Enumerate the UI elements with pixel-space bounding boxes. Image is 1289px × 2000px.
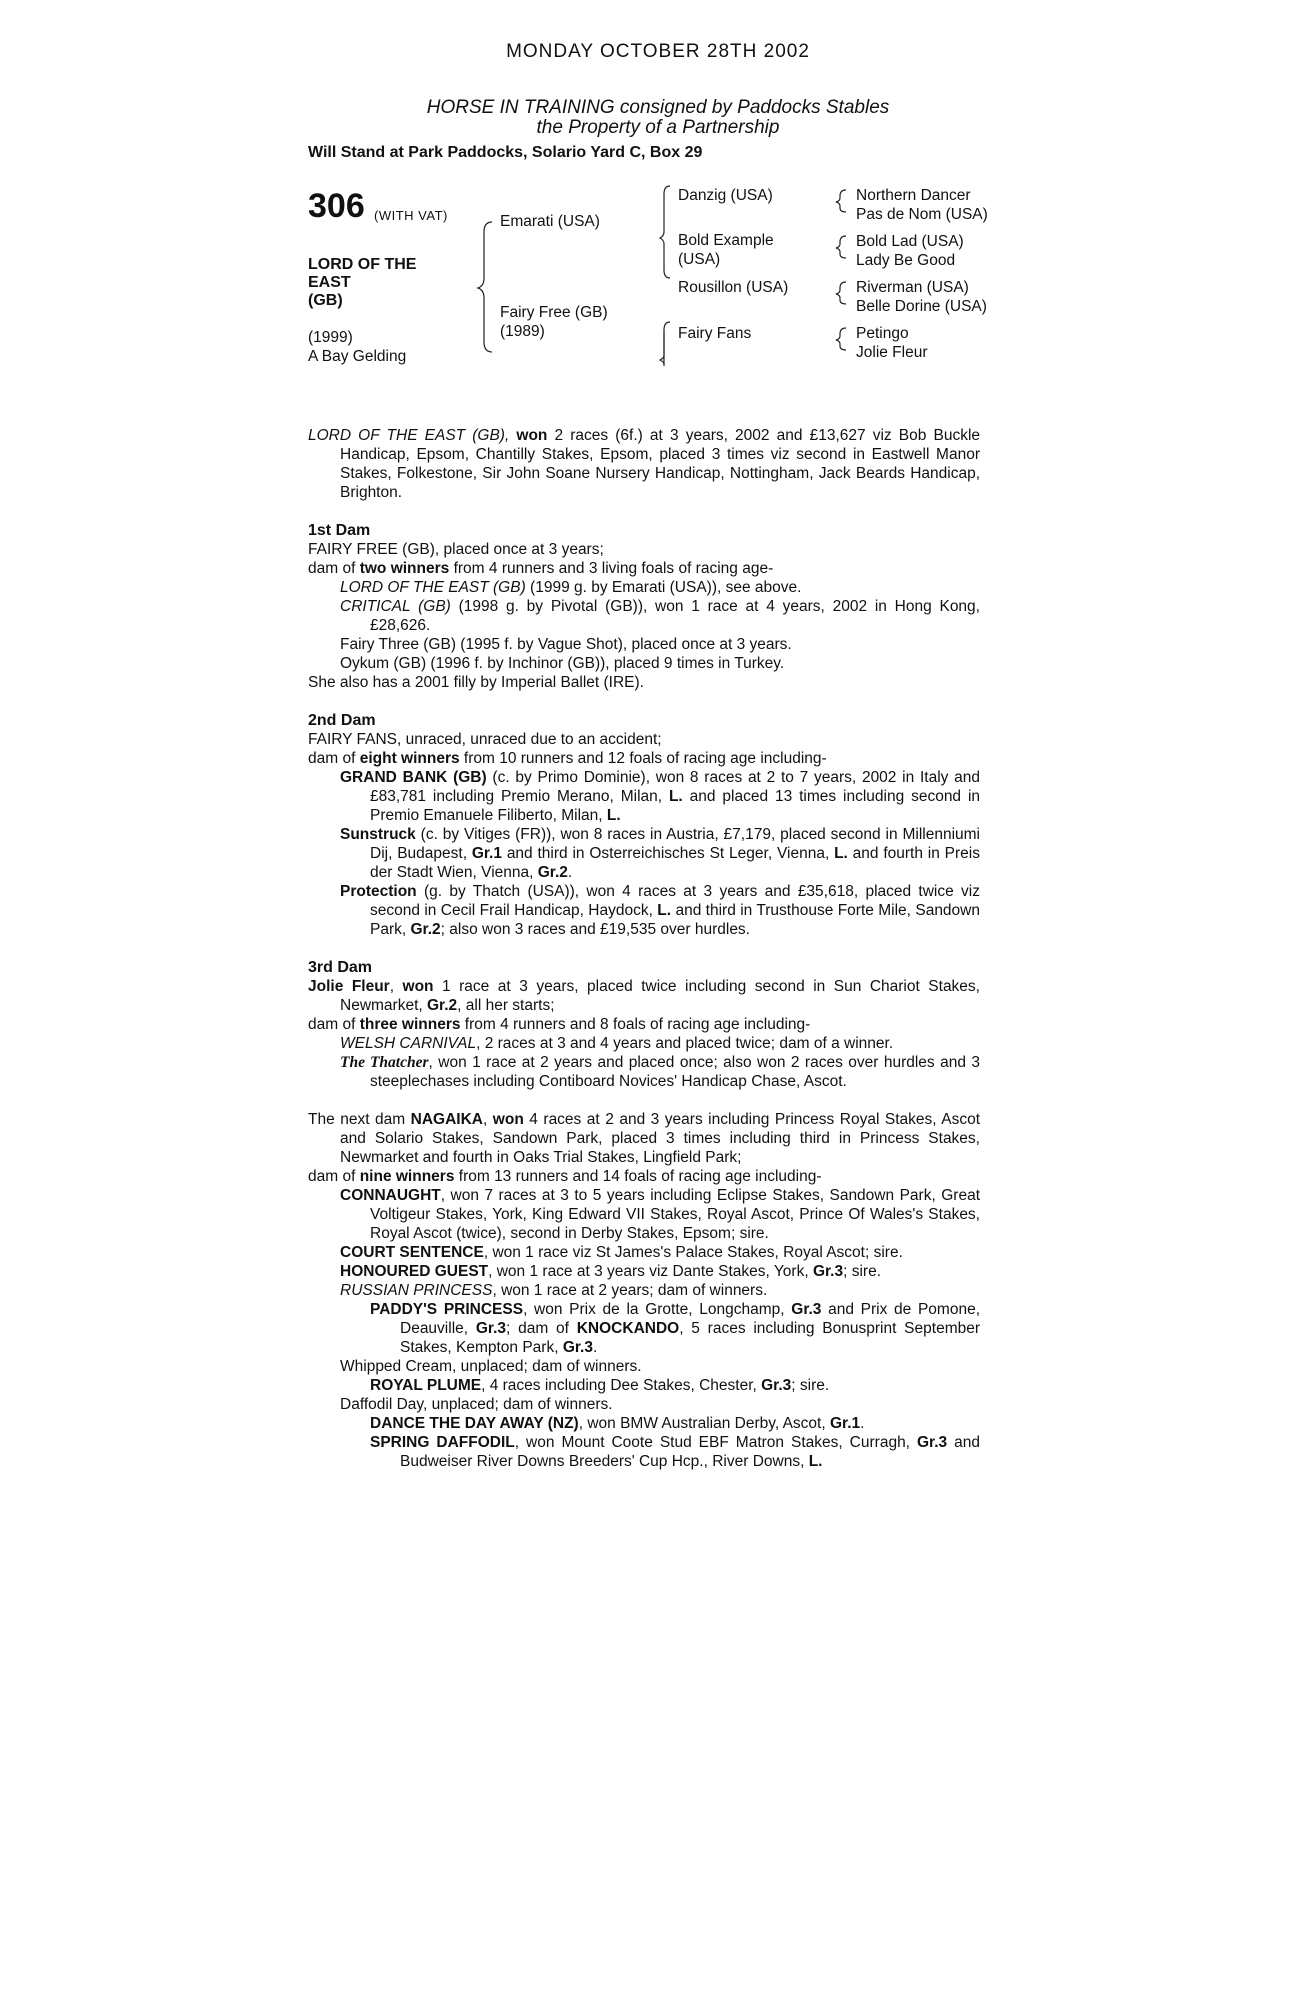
offspring-entry: Fairy Three (GB) (1995 f. by Vague Shot), placed once at 3 years. bbox=[340, 636, 792, 653]
offspring-entry bbox=[308, 1262, 980, 1281]
grand-offspring-entry bbox=[308, 1433, 980, 1471]
grade: L. bbox=[657, 902, 672, 919]
text: from 4 runners and 8 foals of racing age including- bbox=[460, 1016, 811, 1033]
offspring-name: COURT SENTENCE bbox=[340, 1244, 484, 1261]
text: from 13 runners and 14 foals of racing age including- bbox=[454, 1168, 822, 1185]
gen3-sss: Northern Dancer bbox=[856, 187, 971, 204]
text: , won Prix de la Grotte, Longchamp, bbox=[523, 1301, 792, 1318]
horse-name-line: LORD OF THE bbox=[308, 256, 417, 273]
offspring-name: SPRING DAFFODIL bbox=[370, 1434, 515, 1451]
grade: L. bbox=[668, 788, 683, 805]
winners-count: nine winners bbox=[359, 1168, 455, 1185]
offspring-entry bbox=[308, 1034, 980, 1053]
gen3-dss: Riverman (USA) bbox=[856, 279, 969, 296]
grand-offspring-entry bbox=[308, 1376, 980, 1395]
also-note: She also has a 2001 filly by Imperial Ballet (IRE). bbox=[308, 674, 644, 691]
offspring-name: RUSSIAN PRINCESS bbox=[340, 1282, 493, 1299]
text: (c. by Vitiges (FR)), won 8 races in Austria, £7,179, placed second in Millenniumi Dij, Budapest, bbox=[370, 826, 980, 862]
text: 1 race at 3 years, placed twice including second in Sun Chariot Stakes, Newmarket, bbox=[340, 978, 980, 1014]
offspring-name: The Thatcher bbox=[340, 1054, 429, 1071]
offspring-entry bbox=[308, 1186, 980, 1243]
offspring-name: DANCE THE DAY AWAY (NZ) bbox=[370, 1415, 579, 1432]
dam-name: NAGAIKA bbox=[410, 1111, 483, 1128]
offspring-entry bbox=[308, 768, 980, 825]
offspring-name: Protection bbox=[340, 883, 417, 900]
text: , won 1 race at 3 years viz Dante Stakes, York, bbox=[488, 1263, 813, 1280]
text: ; sire. bbox=[791, 1377, 830, 1394]
text: dam of bbox=[308, 560, 360, 577]
offspring-entry bbox=[308, 882, 980, 939]
text: from 4 runners and 3 living foals of racing age- bbox=[449, 560, 774, 577]
dam-name: Jolie Fleur bbox=[308, 978, 390, 995]
text: , won 1 race at 2 years and placed once; also won 2 races over hurdles and 3 steeplechases including Contiboard Novices' Handicap Chase, Ascot. bbox=[370, 1054, 980, 1090]
next-dam-produce bbox=[308, 1167, 980, 1186]
third-dam-heading: 3rd Dam bbox=[308, 959, 373, 976]
offspring-entry bbox=[308, 578, 980, 597]
horse-name-line: EAST bbox=[308, 274, 351, 291]
text: and fourth in Preis der Stadt Wien, Vienna, bbox=[370, 845, 980, 881]
won-label: won bbox=[402, 978, 434, 995]
text: 4 races at 2 and 3 years including Princess Royal Stakes, Ascot and Solario Stakes, Sandown Park, placed 3 times including third in Princess Stakes, Newmarket and fourth in Oaks Trial Stakes, Lingfield Park; bbox=[340, 1111, 981, 1166]
offspring-entry bbox=[308, 1053, 980, 1091]
grade: Gr.2 bbox=[427, 997, 458, 1014]
grand-offspring-entry bbox=[308, 1300, 980, 1357]
text: ; sire. bbox=[843, 1263, 882, 1280]
grade: L. bbox=[606, 807, 621, 824]
offspring-entry: Whipped Cream, unplaced; dam of winners. bbox=[340, 1358, 642, 1375]
third-dam-produce bbox=[308, 1015, 980, 1034]
property-line: the Property of a Partnership bbox=[536, 117, 780, 138]
offspring-name: WELSH CARNIVAL bbox=[340, 1035, 477, 1052]
text: ; also won 3 races and £19,535 over hurdles. bbox=[440, 921, 750, 938]
text: , won Mount Coote Stud EBF Matron Stakes, Curragh, bbox=[514, 1434, 917, 1451]
vat-note: (WITH VAT) bbox=[374, 208, 448, 223]
text: from 10 runners and 12 foals of racing age including- bbox=[459, 750, 827, 767]
lot-number: 306 bbox=[308, 187, 365, 225]
grade: L. bbox=[834, 845, 848, 862]
dam-year: (1989) bbox=[500, 323, 545, 340]
horse-description: A Bay Gelding bbox=[308, 348, 407, 365]
winners-count: three winners bbox=[359, 1016, 461, 1033]
dam-name: Fairy Free (GB) bbox=[500, 304, 608, 321]
gen3-ddd: Jolie Fleur bbox=[856, 344, 928, 361]
gen3-ssd: Pas de Nom (USA) bbox=[856, 206, 988, 223]
offspring-name: ROYAL PLUME bbox=[370, 1377, 482, 1394]
won-label: won bbox=[516, 427, 548, 444]
dam bbox=[500, 303, 608, 341]
sire-dam-line: (USA) bbox=[678, 251, 721, 268]
consignor-line: HORSE IN TRAINING consigned by Paddocks Stables bbox=[426, 97, 890, 118]
sire-sire: Danzig (USA) bbox=[678, 187, 773, 204]
grade: L. bbox=[808, 1453, 823, 1470]
gen3-dds: Petingo bbox=[856, 325, 909, 342]
text: , 4 races including Dee Stakes, Chester, bbox=[481, 1377, 762, 1394]
text: and third in Trusthouse Forte Mile, Sandown Park, bbox=[370, 902, 980, 938]
grade: Gr.2 bbox=[410, 921, 441, 938]
stand-location: Will Stand at Park Paddocks, Solario Yard C, Box 29 bbox=[308, 144, 703, 161]
dam-sire: Rousillon (USA) bbox=[678, 279, 789, 296]
first-dam-heading: 1st Dam bbox=[308, 522, 371, 539]
grade: Gr.3 bbox=[761, 1377, 792, 1394]
catalogue-body bbox=[308, 392, 980, 1471]
text: and placed 13 times including second in Premio Emanuele Filiberto, Milan, bbox=[370, 788, 981, 824]
text: (1999 g. by Emarati (USA)), see above. bbox=[525, 579, 802, 596]
offspring-name: LORD OF THE EAST (GB) bbox=[340, 579, 526, 596]
text: dam of bbox=[308, 1168, 360, 1185]
dam-dam: Fairy Fans bbox=[678, 325, 752, 342]
grade: Gr.3 bbox=[562, 1339, 593, 1356]
gen3-sdd: Lady Be Good bbox=[856, 252, 956, 269]
text: The next dam bbox=[308, 1111, 411, 1128]
grade: Gr.3 bbox=[812, 1263, 844, 1280]
grade: Gr.1 bbox=[471, 845, 502, 862]
record-text: 2 races (6f.) at 3 years, 2002 and £13,627 viz Bob Buckle Handicap, Epsom, Chantilly Stakes, Epsom, placed 3 times viz second in Eastwell Manor Stakes, Folkestone, Sir John Soane Nursery Handicap, Nottingham, Jack Beards Handicap, Brighton. bbox=[340, 427, 981, 501]
spacer bbox=[308, 1091, 980, 1110]
text: (c. by Primo Dominie), won 8 races at 2 to 7 years, 2002 in Italy and £83,781 including Premio Merano, Milan, bbox=[370, 769, 980, 805]
text: , won 7 races at 3 to 5 years including Eclipse Stakes, Sandown Park, Great Voltigeur Stakes, York, King Edward VII Stakes, Royal Ascot, Prince Of Wales's Stakes, Royal Ascot (twice), second in Derby Stakes, Epsom; sire. bbox=[370, 1187, 980, 1242]
text: and Prix de Pomone, Deauville, bbox=[400, 1301, 980, 1337]
offspring-entry bbox=[308, 825, 980, 882]
offspring-name: GRAND BANK (GB) bbox=[340, 769, 487, 786]
grade: Gr.3 bbox=[475, 1320, 507, 1337]
text: , 2 races at 3 and 4 years and placed twice; dam of a winner. bbox=[476, 1035, 894, 1052]
text: , bbox=[482, 1111, 493, 1128]
grade: Gr.2 bbox=[537, 864, 568, 881]
grade: Gr.1 bbox=[829, 1415, 861, 1432]
sire: Emarati (USA) bbox=[500, 213, 600, 230]
sire-dam bbox=[678, 231, 774, 269]
winners-count: eight winners bbox=[359, 750, 460, 767]
horse-name-ref: LORD OF THE EAST (GB), bbox=[308, 427, 510, 444]
text: , all her starts; bbox=[457, 997, 555, 1014]
offspring-name: CRITICAL (GB) bbox=[340, 598, 451, 615]
horse-name-line: (GB) bbox=[308, 292, 343, 309]
text: , won 1 race viz St James's Palace Stakes, Royal Ascot; sire. bbox=[483, 1244, 903, 1261]
text: . bbox=[567, 864, 573, 881]
grade: Gr.3 bbox=[791, 1301, 822, 1318]
first-dam-produce bbox=[308, 559, 980, 578]
second-dam-heading: 2nd Dam bbox=[308, 712, 376, 729]
won-label: won bbox=[492, 1111, 524, 1128]
offspring-entry bbox=[308, 597, 980, 635]
third-dam-line bbox=[308, 977, 980, 1015]
text: . bbox=[860, 1415, 865, 1432]
grade: Gr.3 bbox=[916, 1434, 948, 1451]
offspring-name: HONOURED GUEST bbox=[340, 1263, 489, 1280]
offspring-entry: Oykum (GB) (1996 f. by Inchinor (GB)), placed 9 times in Turkey. bbox=[340, 655, 785, 672]
text: (g. by Thatch (USA)), won 4 races at 3 years and £35,618, placed twice viz second in Cecil Frail Handicap, Haydock, bbox=[370, 883, 980, 919]
second-dam-line: FAIRY FANS, unraced, unraced due to an accident; bbox=[308, 731, 662, 748]
offspring-name: PADDY'S PRINCESS bbox=[370, 1301, 524, 1318]
text: and third in Osterreichisches St Leger, Vienna, bbox=[502, 845, 835, 862]
grand-offspring-entry bbox=[308, 1414, 980, 1433]
text: and Budweiser River Downs Breeders' Cup Hcp., River Downs, bbox=[400, 1434, 980, 1470]
sire-dam-line: Bold Example bbox=[678, 232, 774, 249]
next-dam-line bbox=[308, 1110, 980, 1167]
winners-count: two winners bbox=[359, 560, 450, 577]
text: , 5 races including Bonusprint September Stakes, Kempton Park, bbox=[400, 1320, 981, 1356]
text: dam of bbox=[308, 750, 360, 767]
second-dam-produce bbox=[308, 749, 980, 768]
text: dam of bbox=[308, 1016, 360, 1033]
offspring-name: KNOCKANDO bbox=[576, 1320, 680, 1337]
offspring-entry: Daffodil Day, unplaced; dam of winners. bbox=[340, 1396, 613, 1413]
text: , won BMW Australian Derby, Ascot, bbox=[578, 1415, 830, 1432]
offspring-entry bbox=[308, 1243, 980, 1262]
offspring-name: Sunstruck bbox=[340, 826, 416, 843]
text: , bbox=[389, 978, 403, 995]
text: , won 1 race at 2 years; dam of winners. bbox=[492, 1282, 768, 1299]
text: . bbox=[593, 1339, 598, 1356]
first-dam-line: FAIRY FREE (GB), placed once at 3 years; bbox=[308, 541, 604, 558]
text: (1998 g. by Pivotal (GB)), won 1 race at 4 years, 2002 in Hong Kong, £28,626. bbox=[370, 598, 980, 634]
racing-record bbox=[308, 426, 980, 502]
offspring-name: CONNAUGHT bbox=[340, 1187, 441, 1204]
gen3-dsd: Belle Dorine (USA) bbox=[856, 298, 987, 315]
gen3-sds: Bold Lad (USA) bbox=[856, 233, 964, 250]
foaling-year: (1999) bbox=[308, 329, 353, 346]
sale-date: MONDAY OCTOBER 28TH 2002 bbox=[506, 41, 810, 62]
text: ; dam of bbox=[506, 1320, 577, 1337]
offspring-entry bbox=[308, 1281, 980, 1300]
